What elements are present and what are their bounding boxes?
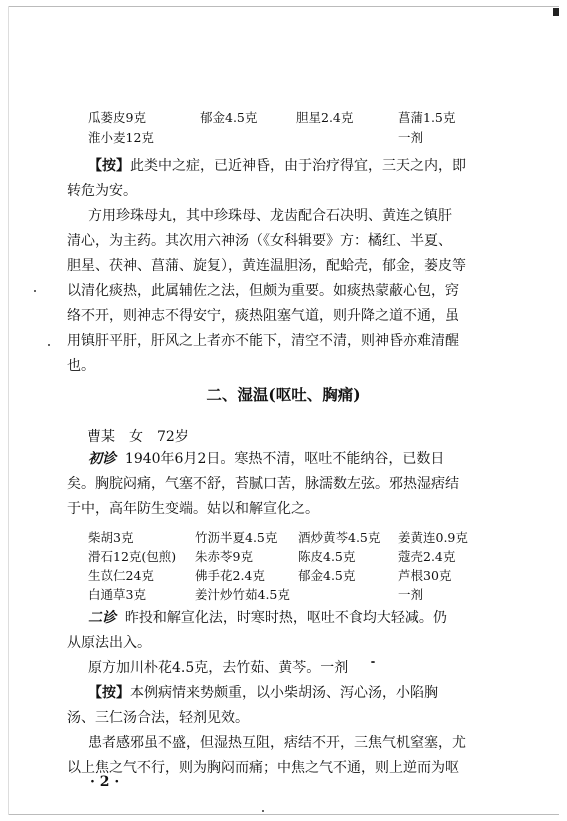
commentary-2-line-1: 【按】本例病情来势颇重，以小柴胡汤、泻心汤，小陷胸 xyxy=(88,685,438,701)
body-line: 络不开，则神志不得安宁，痰热阻塞气道，则升降之道不通，虽 xyxy=(67,308,459,324)
scan-border-bottom xyxy=(8,814,559,815)
scan-speck xyxy=(371,661,375,663)
rx2-item: 滑石12克(包煎) xyxy=(88,549,177,564)
body-line: 以上焦之气不行，则为胸闷而痛；中焦之气不通，则上逆而为呕 xyxy=(67,760,459,776)
first-visit-line: 于中，高年防生变端。姑以和解宣化之。 xyxy=(67,501,319,517)
rx2-item: 郁金4.5克 xyxy=(298,568,356,583)
commentary-line-2: 转危为安。 xyxy=(67,183,137,199)
scan-border-left xyxy=(8,6,9,815)
rx1-item: 瓜蒌皮9克 xyxy=(88,110,146,125)
rx2-item: 朱赤苓9克 xyxy=(195,549,253,564)
body-line: 也。 xyxy=(67,358,95,374)
rx1-dose-count: 一剂 xyxy=(398,130,424,145)
scan-speck xyxy=(48,344,50,346)
rx2-dose-count: 一剂 xyxy=(398,587,424,602)
scan-corner-mark xyxy=(553,8,559,16)
rx1-item: 胆星2.4克 xyxy=(296,110,354,125)
rx2-item: 竹沥半夏4.5克 xyxy=(195,530,278,545)
scan-border-top xyxy=(8,6,559,7)
rx2-item: 生苡仁24克 xyxy=(88,568,154,583)
rx1-item: 郁金4.5克 xyxy=(200,110,258,125)
patient-info: 曹某 女 72岁 xyxy=(87,429,189,445)
first-visit-tag: 初诊 xyxy=(88,451,116,467)
body-line: 清心，为主药。其次用六神汤（《女科辑要》方：橘红、半夏、 xyxy=(67,233,452,249)
body-line: 胆星、茯神、菖蒲、旋复），黄连温胆汤，配蛤壳，郁金，蒌皮等 xyxy=(67,258,466,274)
second-visit-line: 从原法出入。 xyxy=(67,635,151,651)
modified-prescription: 原方加川朴花4.5克，去竹茹、黄芩。一剂 xyxy=(88,660,349,676)
rx2-item: 陈皮4.5克 xyxy=(298,549,356,564)
body-line: 用镇肝平肝，肝风之上者亦不能下，清空不清，则神昏亦难清醒 xyxy=(67,333,459,349)
rx1-item: 淮小麦12克 xyxy=(88,130,154,145)
body-line: 患者感邪虽不盛，但湿热互阻，痞结不开，三焦气机窒塞，尤 xyxy=(88,735,466,751)
commentary-tag: 【按】 xyxy=(88,685,130,701)
body-line: 方用珍珠母丸，其中珍珠母、龙齿配合石决明、黄连之镇肝 xyxy=(88,208,452,224)
rx2-item: 白通草3克 xyxy=(88,587,146,602)
scan-speck xyxy=(262,810,264,812)
first-visit-line: 矣。胸脘闷痛，气塞不舒，苔腻口苦，脉濡数左弦。邪热湿痞结 xyxy=(67,476,459,492)
rx1-item: 菖蒲1.5克 xyxy=(398,110,456,125)
first-visit-line-1: 初诊 1940年6月2日。寒热不清，呕吐不能纳谷，已数日 xyxy=(88,451,445,467)
section-heading: 二、湿温(呕吐、胸痛) xyxy=(206,385,361,404)
second-visit-line-1: 二诊 昨投和解宣化法，时寒时热，呕吐不食均大轻减。仍 xyxy=(88,610,447,626)
body-line: 以清化痰热，此属辅佐之法，但颇为重要。如痰热蒙蔽心包，窍 xyxy=(67,283,459,299)
second-visit-tag: 二诊 xyxy=(88,610,116,626)
rx2-item: 姜黄连0.9克 xyxy=(398,530,468,545)
rx2-item: 佛手花2.4克 xyxy=(195,568,265,583)
rx2-item: 酒炒黄芩4.5克 xyxy=(298,530,381,545)
rx2-item: 芦根30克 xyxy=(398,568,452,583)
scan-speck xyxy=(34,290,36,292)
commentary-2-line-2: 汤、三仁汤合法，轻剂见效。 xyxy=(67,710,249,726)
rx2-item: 蔻壳2.4克 xyxy=(398,549,456,564)
commentary-line-1: 【按】此类中之症，已近神昏，由于治疗得宜，三天之内，即 xyxy=(88,158,466,174)
commentary-tag: 【按】 xyxy=(88,158,130,174)
page-number: · 2 · xyxy=(90,774,120,790)
rx2-item: 柴胡3克 xyxy=(88,530,134,545)
rx2-item: 姜汁炒竹茹4.5克 xyxy=(195,587,290,602)
